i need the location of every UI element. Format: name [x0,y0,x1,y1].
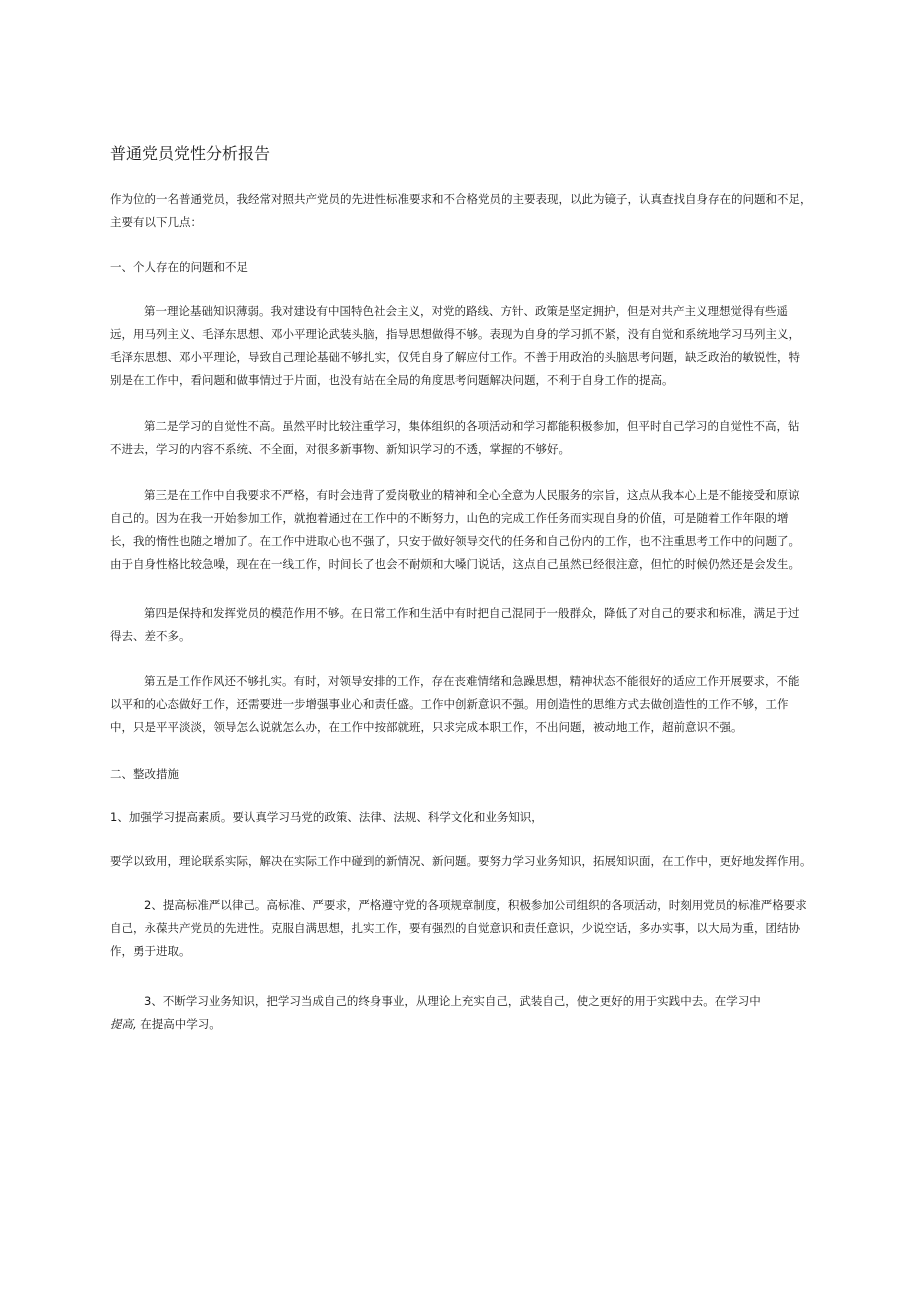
paragraph-line: 以平和的心态做好工作，还需要进一步增强事业心和责任盛。工作中创新意识不强。用创造性的思维方式去做创造性的工作不够，工作 [110,697,789,711]
paragraph-line: 自己的。因为在我一开始参加工作，就抱着通过在工作中的不断努力，山色的完成工作任务而实现自身的价值，可是随着工作年限的增 [110,511,789,525]
paragraph-line: 自己，永葆共产党员的先进性。克服自满思想，扎实工作，要有强烈的自觉意识和责任意识，少说空话，多办实事，以大局为重，团结协 [110,921,800,935]
paragraph-line-rest: 在提高中学习。 [136,1017,221,1031]
italic-phrase: 提高, [110,1017,137,1031]
paragraph-line: 别是在工作中，看问题和做事情过于片面，也没有站在全局的角度思考问题解决问题，不利于自身工作的提高。 [110,373,674,387]
paragraph-line: 第二是学习的自觉性不高。虽然平时比较注重学习，集体组织的各项活动和学习都能积极参加，但平时自己学习的自觉性不高，钻 [144,419,800,433]
section-1-paragraph-3 [110,484,820,576]
intro-paragraph [110,188,820,234]
paragraph-line [110,1013,820,1036]
paragraph-line: 作，勇于进取。 [110,944,191,958]
paragraph-line: 第一理论基础知识薄弱。我对建设有中国特色社会主义，对党的路线、方针、政策是坚定拥护，但是对共产主义理想觉得有些遥 [144,304,788,318]
paragraph-line: 3、不断学习业务知识，把学习当成自己的终身事业，从理论上充实自己，武装自己，使之更好的用于实践中去。在学习中 [144,994,761,1008]
measure-1-line-2 [110,850,820,873]
paragraph-line: 毛泽东思想、邓小平理论，导致自己理论基础不够扎实，仅凭自身了解应付工作。不善于用政治的头脑思考问题，缺乏政治的敏锐性，特 [110,350,800,364]
intro-line: 主要有以下几点： [110,215,202,229]
section-1-heading: 一、个人存在的问题和不足 [110,260,248,274]
section-2-heading: 二、整改措施 [110,767,179,781]
paragraph-line: 长，我的惰性也随之增加了。在工作中进取心也不强了，只安于做好领导交代的任务和自己份内的工作，也不注重思考工作中的问题了。 [110,534,800,548]
intro-line: 作为位的一名普通党员，我经常对照共产党员的先进性标准要求和不合格党员的主要表现，以此为镜子，认真查找自身存在的问题和不足， [110,192,812,206]
paragraph-line: 1、加强学习提高素质。要认真学习马党的政策、法律、法规、科学文化和业务知识， [110,810,543,824]
section-1-paragraph-5 [110,670,820,739]
section-1-paragraph-4 [110,602,820,648]
paragraph-line: 由于自身性格比较急噪，现在在一线工作，时间长了也会不耐烦和大嗓门说话，这点自己虽然已经很注意，但忙的时候仍然还是会发生。 [110,557,800,571]
section-1-paragraph-2 [110,415,820,461]
paragraph-line: 第五是工作作风还不够扎实。有时，对领导安排的工作，存在丧难情绪和急躁思想，精神状态不能很好的适应工作开展要求，不能 [144,674,800,688]
paragraph-line: 2、提高标准严以律己。高标准、严要求，严格遵守党的各项规章制度，积极参加公司组织的各项活动，时刻用党员的标准严格要求 [144,898,807,912]
section-1-paragraph-1 [110,300,820,392]
measure-3-paragraph [110,990,820,1036]
measure-1-line-1 [110,806,820,829]
paragraph-line: 第三是在工作中自我要求不严格，有时会违背了爱岗敬业的精神和全心全意为人民服务的宗旨，这点从我本心上是不能接受和原谅 [144,488,800,502]
paragraph-line: 远，用马列主义、毛泽东思想、邓小平理论武装头脑，指导思想做得不够。表现为自身的学习抓不紧，没有自觉和系统地学习马列主义， [110,327,800,341]
measure-2-paragraph [110,894,820,963]
paragraph-line: 不进去，学习的内容不系统、不全面，对很多新事物、新知识学习的不透，掌握的不够好。 [110,442,570,456]
document-title: 普通党员党性分析报告 [110,144,271,163]
paragraph-line: 第四是保持和发挥党员的模范作用不够。在日常工作和生活中有时把自己混同于一般群众，降低了对自己的要求和标准，满足于过 [144,606,800,620]
paragraph-line: 得去、差不多。 [110,629,191,643]
paragraph-line: 中，只是平平淡淡，领导怎么说就怎么办，在工作中按部就班，只求完成本职工作，不出问题，被动地工作，超前意识不强。 [110,720,743,734]
paragraph-line: 要学以致用，理论联系实际，解决在实际工作中碰到的新情况、新问题。要努力学习业务知识，拓展知识面，在工作中，更好地发挥作用。 [110,854,812,868]
